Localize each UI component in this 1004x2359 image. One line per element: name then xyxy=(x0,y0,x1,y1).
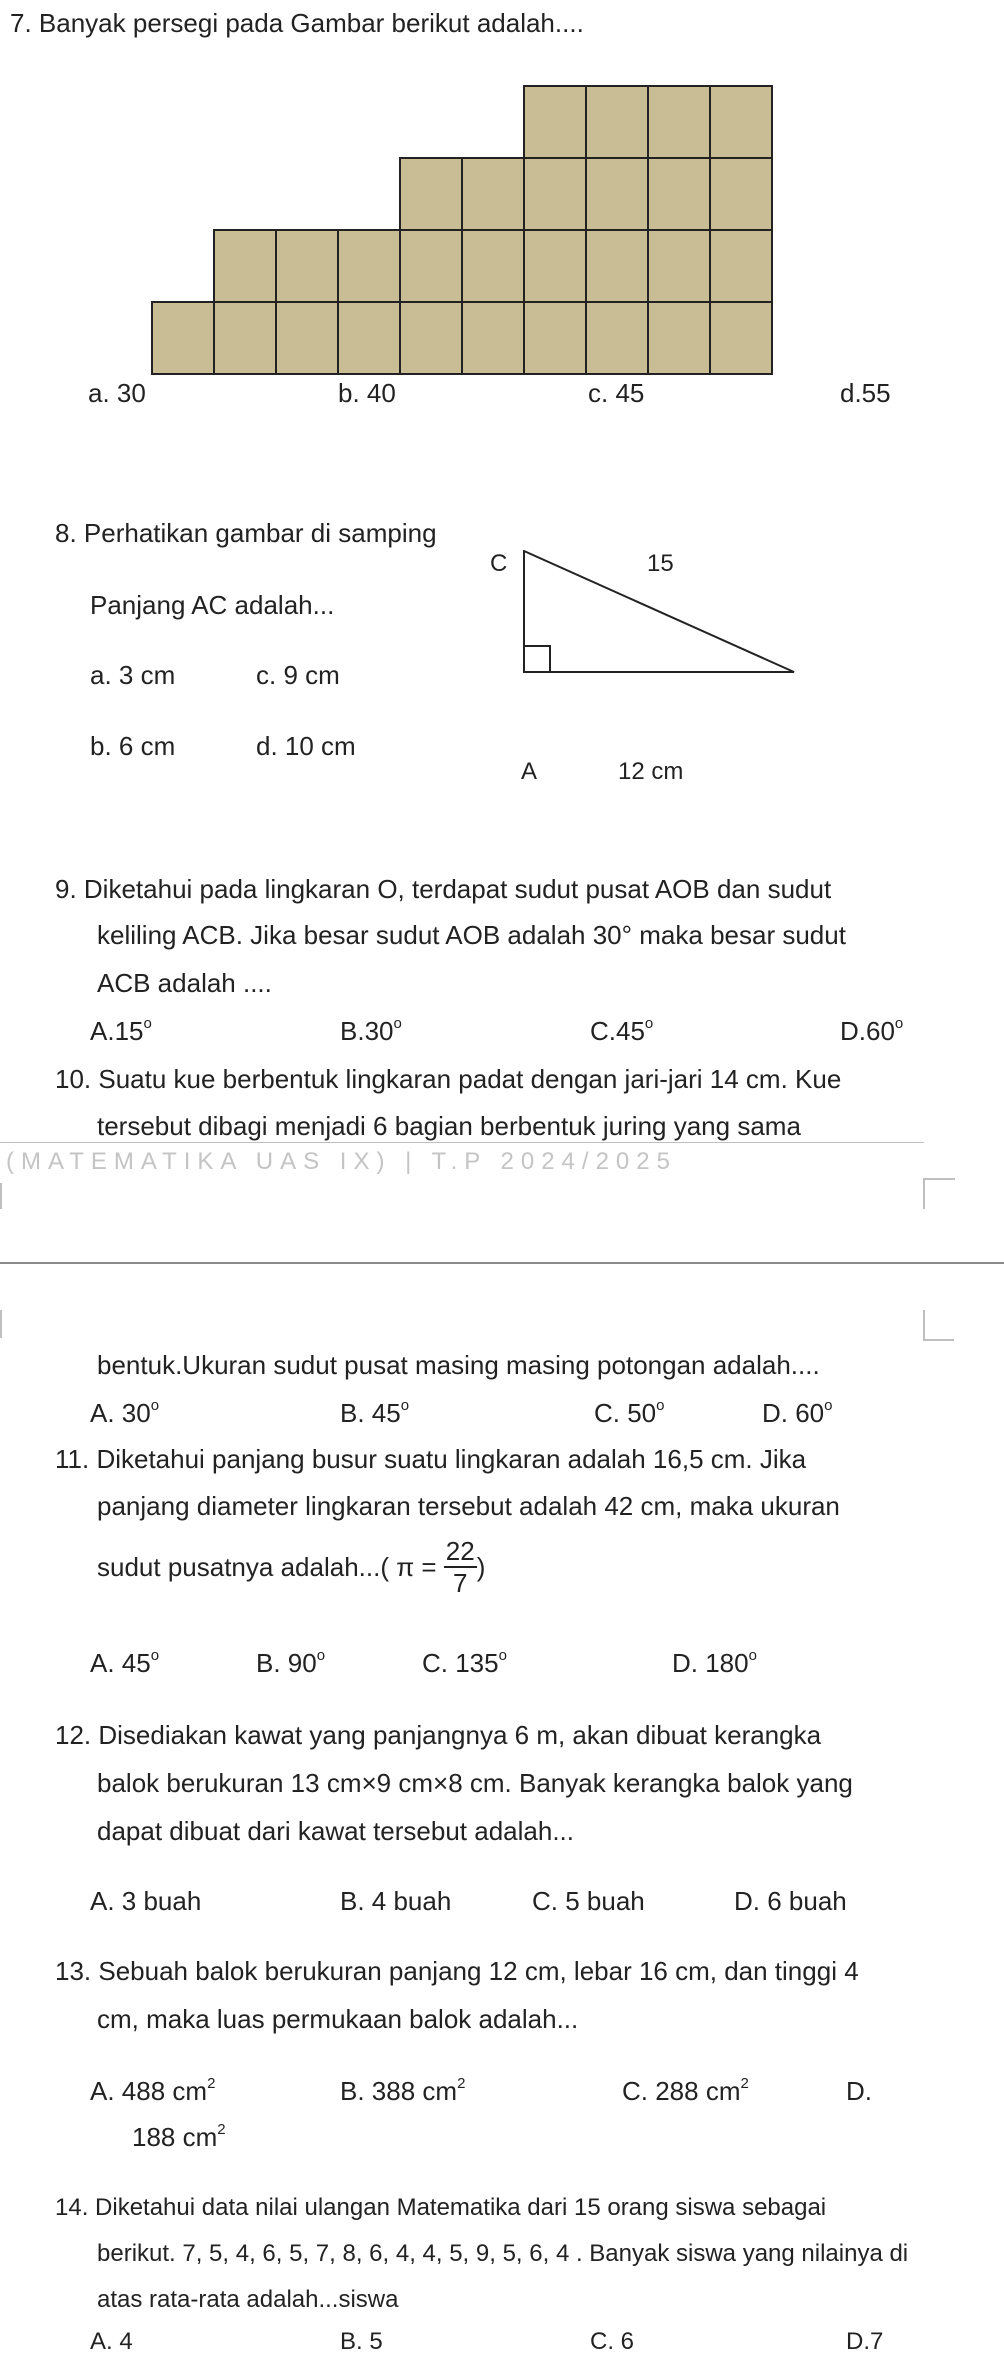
q12-option-b: B. 4 buah xyxy=(340,1886,452,1916)
q12-line-3: dapat dibuat dari kawat tersebut adalah... xyxy=(97,1816,574,1846)
q12-option-c: C. 5 buah xyxy=(532,1886,645,1916)
q11-line-3: sudut pusatnya adalah...( π = $\frac{22}{7}$ ) xyxy=(97,1536,486,1598)
corner-mark-br-v xyxy=(923,1310,925,1340)
q13-option-d-value: 188 $cm^2$ xyxy=(132,2121,226,2152)
grid-square xyxy=(400,230,462,302)
grid-square xyxy=(586,86,648,158)
q10-option-c: C. 50$^o$ xyxy=(594,1397,665,1428)
q14-option-b: B. 5 xyxy=(340,2328,383,2355)
q7-option-b: b. 40 xyxy=(338,378,396,408)
q13-line-2: cm, maka luas permukaan balok adalah... xyxy=(97,2004,579,2034)
hypotenuse-label: 15 xyxy=(647,550,674,577)
grid-square xyxy=(524,158,586,230)
q11-option-b: B. 90$^o$ xyxy=(256,1647,326,1678)
grid-square xyxy=(214,230,276,302)
q14-option-d: D.7 xyxy=(846,2328,884,2355)
q9-option-a: A.15$^o$ xyxy=(90,1015,152,1046)
q9-option-b: B.30$^o$ xyxy=(340,1015,402,1046)
grid-square xyxy=(648,86,710,158)
q10-line-1: 10. Suatu kue berbentuk lingkaran padat dengan jari-jari 14 cm. Kue xyxy=(55,1064,842,1094)
q8-prompt: Panjang AC adalah... xyxy=(90,590,335,620)
q13-option-d: D. xyxy=(846,2076,872,2106)
q8-option-b: b. 6 cm xyxy=(90,731,176,761)
grid-square xyxy=(462,158,524,230)
q8-question: 8. Perhatikan gambar di samping xyxy=(55,518,437,548)
q14-option-c: C. 6 xyxy=(590,2328,635,2355)
grid-square xyxy=(400,302,462,374)
grid-square xyxy=(648,302,710,374)
q13-option-c: C. 288 $cm^2$ xyxy=(622,2075,749,2106)
vertex-a-label: A xyxy=(521,758,538,785)
q10-option-a: A. 30$^o$ xyxy=(90,1397,160,1428)
corner-mark-tr xyxy=(924,1178,955,1180)
q9-option-c: C.45$^o$ xyxy=(590,1015,654,1046)
q10-line-3: bentuk.Ukuran sudut pusat masing masing potongan adalah.... xyxy=(97,1350,820,1380)
grid-square xyxy=(648,230,710,302)
q11-line-2: panjang diameter lingkaran tersebut adalah 42 cm, maka ukuran xyxy=(97,1491,840,1521)
grid-square xyxy=(524,86,586,158)
q9-line-3: ACB adalah .... xyxy=(97,968,272,998)
grid-square xyxy=(338,230,400,302)
grid-square xyxy=(400,158,462,230)
corner-mark-tr-v xyxy=(923,1178,925,1209)
grid-square xyxy=(462,230,524,302)
grid-square xyxy=(648,158,710,230)
squares-figure xyxy=(150,84,778,380)
header-rule xyxy=(0,1142,924,1143)
q14-line-1: 14. Diketahui data nilai ulangan Matematika dari 15 orang siswa sebagai xyxy=(55,2194,827,2221)
q10-option-d: D. 60$^o$ xyxy=(762,1397,833,1428)
grid-square xyxy=(524,302,586,374)
q14-line-2: berikut. 7, 5, 4, 6, 5, 7, 8, 6, 4, 4, 5, 9, 5, 6, 4 . Banyak siswa yang nilainya di xyxy=(97,2240,909,2267)
q14-line-3: atas rata-rata adalah...siswa xyxy=(97,2286,399,2313)
q7-option-a: a. 30 xyxy=(88,378,146,408)
q12-line-1: 12. Disediakan kawat yang panjangnya 6 m, akan dibuat kerangka xyxy=(55,1720,822,1750)
q10-line-2: tersebut dibagi menjadi 6 bagian berbentuk juring yang sama xyxy=(97,1111,801,1141)
grid-square xyxy=(276,302,338,374)
grid-square xyxy=(462,302,524,374)
grid-square xyxy=(338,302,400,374)
corner-mark-br xyxy=(923,1339,954,1341)
grid-square xyxy=(710,302,772,374)
q8-option-d: d. 10 cm xyxy=(256,731,356,761)
q12-option-d: D. 6 buah xyxy=(734,1886,847,1916)
q13-option-a: A. 488 $cm^2$ xyxy=(90,2075,216,2106)
pi-fraction: $\frac{22}{7}$ xyxy=(445,1536,475,1598)
q13-option-b: B. 388 $cm^2$ xyxy=(340,2075,466,2106)
grid-square xyxy=(524,230,586,302)
right-angle-mark xyxy=(524,646,550,672)
q8-option-a: a. 3 cm xyxy=(90,660,176,690)
q7-option-d: d.55 xyxy=(840,378,891,408)
q9-option-d: D.60$^o$ xyxy=(840,1015,904,1046)
q11-option-c: C. 135$^o$ xyxy=(422,1647,507,1678)
page-divider xyxy=(0,1262,1004,1264)
corner-mark-tl xyxy=(0,1183,2,1209)
grid-square xyxy=(710,230,772,302)
q12-option-a: A. 3 buah xyxy=(90,1886,202,1916)
q10-option-b: B. 45$^o$ xyxy=(340,1397,410,1428)
vertex-c-label: C xyxy=(490,550,508,577)
grid-square xyxy=(586,302,648,374)
page-header: (MATEMATIKA UAS IX) | T.P 2024/2025 xyxy=(6,1148,677,1175)
grid-square xyxy=(214,302,276,374)
grid-square xyxy=(710,158,772,230)
q9-line-1: 9. Diketahui pada lingkaran O, terdapat sudut pusat AOB dan sudut xyxy=(55,874,832,904)
q11-line-1: 11. Diketahui panjang busur suatu lingkaran adalah 16,5 cm. Jika xyxy=(55,1444,807,1474)
q13-line-1: 13. Sebuah balok berukuran panjang 12 cm, lebar 16 cm, dan tinggi 4 xyxy=(55,1956,859,1986)
q8-option-c: c. 9 cm xyxy=(256,660,340,690)
q11-option-a: A. 45$^o$ xyxy=(90,1647,160,1678)
base-label: 12 cm xyxy=(618,758,684,785)
q11-option-d: D. 180$^o$ xyxy=(672,1647,757,1678)
q12-line-2: balok berukuran 13 cm×9 cm×8 cm. Banyak kerangka balok yang xyxy=(97,1768,853,1798)
grid-square xyxy=(276,230,338,302)
grid-square xyxy=(586,158,648,230)
q7-option-c: c. 45 xyxy=(588,378,645,408)
q7-question: 7. Banyak persegi pada Gambar berikut adalah.... xyxy=(10,8,584,38)
q9-line-2: keliling ACB. Jika besar sudut AOB adalah 30° maka besar sudut xyxy=(97,920,846,950)
grid-square xyxy=(152,302,214,374)
grid-square xyxy=(710,86,772,158)
grid-square xyxy=(586,230,648,302)
corner-mark-bl xyxy=(0,1310,2,1338)
q14-option-a: A. 4 xyxy=(90,2328,133,2355)
